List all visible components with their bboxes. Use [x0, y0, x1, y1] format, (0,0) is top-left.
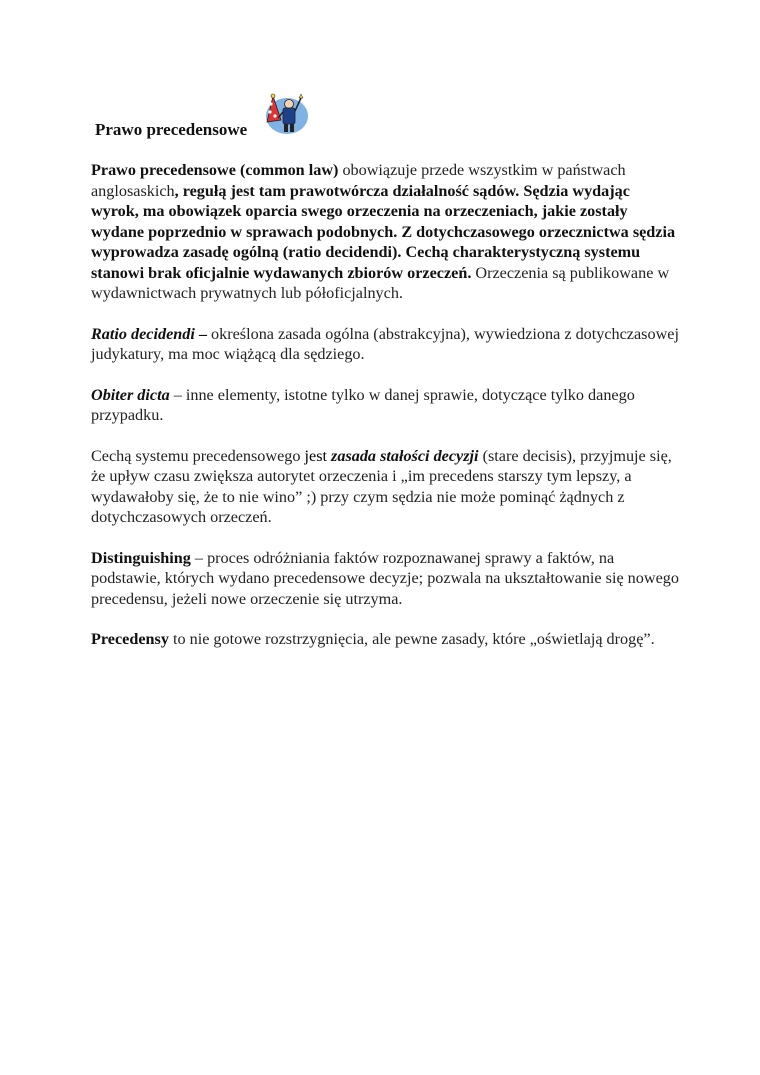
text-fragment: jest — [304, 446, 332, 465]
document-body — [91, 160, 681, 670]
dash: – — [194, 324, 207, 343]
text-fragment: obowiązuje przede wszystkim w państwach anglosaskich — [91, 161, 626, 200]
paragraph-stare-decisis — [91, 446, 681, 528]
text-fragment: Orzeczenia są publikowane w wydawnictwach prywatnych lub półoficjalnych. — [91, 263, 670, 302]
paragraph-obiter-dicta — [91, 385, 681, 426]
term-obiter-dicta: Obiter dicta — [91, 385, 170, 404]
wizard-clipart-icon — [261, 88, 309, 138]
term-distinguishing: Distinguishing — [91, 548, 191, 567]
text-fragment: Cechą systemu precedensowego — [91, 446, 305, 465]
text-fragment: (stare decisis), przyjmuje się, że upływ czasu zwiększa autorytet orzeczenia i „im precedens starszy tym lepszy, a wydawałoby się, że to nie wino” ;) przy czym sędzia nie może pominąć żądnych z dotychczasowych orzeczeń. — [91, 446, 672, 526]
term-ratio-decidendi: Ratio decidendi — [91, 324, 195, 343]
paragraph-distinguishing — [91, 548, 681, 610]
paragraph-precedensy — [91, 629, 681, 650]
paragraph-common-law — [91, 160, 681, 304]
definition-text: – proces odróżniania faktów rozpoznawanej sprawy a faktów, na podstawie, których wydano precedensowe decyzje; pozwala na ukształtowanie się nowego precedensu, jeżeli nowe orzeczenie się utrzyma. — [91, 548, 679, 608]
definition-text: to nie gotowe rozstrzygnięcia, ale pewne zasady, które „oświetlają drogę”. — [168, 630, 655, 648]
text-fragment-bold: , regułą jest tam prawotwórcza działalność sądów. Sędzia wydając wyrok, ma obowiązek oparcia swego orzeczenia na orzeczeniach, jakie zostały wydane poprzednio w sprawach podobnych. Z dotychczasowego orzecznictwa sędzia wyprowadza zasadę ogólną (ratio decidendi). Cechą charakterystyczną systemu stanowi brak oficjalnie wydawanych zbiorów orzeczeń. — [91, 181, 676, 282]
paragraph-ratio-decidendi — [91, 324, 681, 365]
term-zasada-stalosci-decyzji: zasada stałości decyzji — [331, 446, 479, 465]
term-precedensy: Precedensy — [91, 630, 169, 648]
definition-text: – inne elementy, istotne tylko w danej sprawie, dotyczące tylko danego przypadku. — [91, 385, 635, 424]
definition-text: określona zasada ogólna (abstrakcyjna), wywiedziona z dotychczasowej judykatury, ma moc wiążącą dla sędziego. — [91, 324, 679, 363]
page-title: Prawo precedensowe — [95, 120, 248, 139]
term-prawo-precedensowe: Prawo precedensowe (common law) — [91, 161, 339, 179]
